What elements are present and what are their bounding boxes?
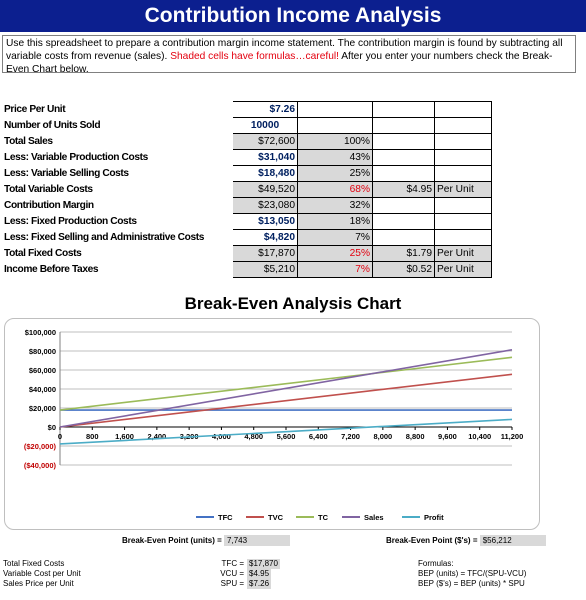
- formula-cell: $5,210: [233, 262, 298, 278]
- pct-cell: 100%: [298, 134, 373, 150]
- unit-label-cell: [435, 134, 492, 150]
- row-label: Income Before Taxes: [4, 264, 99, 275]
- row-label: Less: Variable Selling Costs: [4, 168, 129, 179]
- pct-cell: [298, 102, 373, 118]
- footer-values: [247, 559, 280, 589]
- footer-code: SPU =: [220, 579, 244, 588]
- chart-title: Break-Even Analysis Chart: [184, 294, 402, 313]
- y-tick-label: $100,000: [24, 328, 56, 337]
- bep-dollars-value: $56,212: [480, 535, 546, 546]
- unit-cell: $1.79: [373, 246, 435, 262]
- row-label: Total Variable Costs: [4, 184, 93, 195]
- x-tick-label: 2,400: [147, 432, 167, 441]
- row-contribution-margin: [2, 198, 492, 214]
- pct-cell: 7%: [298, 230, 373, 246]
- unit-label-cell: [435, 150, 492, 166]
- description-box: [2, 35, 576, 73]
- x-tick-label: 10,400: [468, 432, 492, 441]
- footer-value: $4.95: [249, 569, 270, 578]
- pct-cell: 25%: [298, 166, 373, 182]
- unit-cell: [373, 166, 435, 182]
- unit-cell: [373, 230, 435, 246]
- unit-label-cell: Per Unit: [435, 262, 492, 278]
- break-even-chart: [0, 318, 586, 530]
- x-tick-label: 11,200: [500, 432, 524, 441]
- unit-label-cell: Per Unit: [435, 246, 492, 262]
- row-var-selling: [2, 166, 492, 182]
- unit-cell: $0.52: [373, 262, 435, 278]
- price-input-cell[interactable]: $7.26: [233, 102, 298, 118]
- y-tick-label: ($40,000): [23, 461, 56, 470]
- x-tick-label: 8,000: [373, 432, 393, 441]
- unit-cell: [373, 102, 435, 118]
- unit-cell: [373, 214, 435, 230]
- row-label: Contribution Margin: [4, 200, 94, 211]
- unit-label-cell: [435, 102, 492, 118]
- x-tick-label: 5,600: [276, 432, 296, 441]
- footer-code: VCU =: [220, 569, 244, 578]
- row-label: Less: Variable Production Costs: [4, 152, 148, 163]
- pct-cell: 25%: [298, 246, 373, 262]
- y-tick-label: $80,000: [28, 347, 56, 356]
- unit-cell: [373, 198, 435, 214]
- bep-units-value: 7,743: [224, 535, 290, 546]
- formula-line: BEP ($'s) = BEP (units) * SPU: [418, 579, 525, 588]
- row-label: Total Fixed Costs: [4, 248, 82, 259]
- formula-cell: $49,520: [233, 182, 298, 198]
- bep-units-label: Break-Even Point (units) =: [122, 536, 222, 545]
- row-fixed-production: [2, 214, 492, 230]
- unit-cell: $4.95: [373, 182, 435, 198]
- legend-label-tc: TC: [318, 513, 328, 522]
- description-text: Use this spreadsheet to prepare a contribution margin income statement. The contribution margin is found by subtracting all variable costs from revenue (sales).: [6, 38, 563, 62]
- unit-label-cell: [435, 230, 492, 246]
- row-label: Number of Units Sold: [4, 120, 101, 131]
- warning-text: Shaded cells have formulas…careful!: [170, 51, 339, 62]
- series-line-tvc: [60, 374, 512, 427]
- footer-value: $7.26: [249, 579, 270, 588]
- footer-value: $17,870: [249, 559, 278, 568]
- fixed-selling-input-cell[interactable]: $4,820: [233, 230, 298, 246]
- x-tick-label: 9,600: [438, 432, 457, 441]
- formula-cell: $72,600: [233, 134, 298, 150]
- footer-codes: [200, 559, 244, 589]
- formula-line: BEP (units) = TFC/(SPU-VCU): [418, 569, 527, 578]
- row-label: Less: Fixed Production Costs: [4, 216, 137, 227]
- x-tick-label: 0: [57, 432, 63, 441]
- footer-label: Variable Cost per Unit: [3, 569, 81, 578]
- series-line-tc: [60, 357, 512, 410]
- bep-dollars: [386, 535, 546, 546]
- pct-cell: 68%: [298, 182, 373, 198]
- footer-label: Total Fixed Costs: [3, 559, 65, 568]
- x-tick-label: 3,200: [179, 432, 199, 441]
- x-tick-label: 6,400: [308, 432, 328, 441]
- bep-units: [122, 535, 290, 546]
- formulas-title: Formulas:: [418, 559, 454, 568]
- row-price-per-unit: [2, 102, 492, 118]
- formula-cell: $17,870: [233, 246, 298, 262]
- description-text-2: After you enter your numbers check the Break-Even Chart below.: [6, 51, 553, 75]
- pct-cell: 7%: [298, 262, 373, 278]
- pct-cell: [298, 118, 373, 134]
- unit-label-cell: [435, 214, 492, 230]
- y-tick-label: ($20,000): [23, 442, 56, 451]
- row-label: Less: Fixed Selling and Administrative Costs: [4, 232, 204, 243]
- series-line-sales: [60, 350, 512, 427]
- row-label: Price Per Unit: [4, 104, 66, 115]
- row-fixed-selling-admin: [2, 230, 492, 246]
- row-total-sales: [2, 134, 492, 150]
- footer-formulas: [418, 559, 526, 589]
- x-tick-label: 4,800: [244, 432, 264, 441]
- x-tick-label: 4,000: [212, 432, 231, 441]
- fixed-production-input-cell[interactable]: $13,050: [233, 214, 298, 230]
- row-income-before-taxes: [2, 262, 492, 278]
- unit-cell: [373, 134, 435, 150]
- row-var-production: [2, 150, 492, 166]
- formula-cell: $23,080: [233, 198, 298, 214]
- pct-cell: 43%: [298, 150, 373, 166]
- footer-label: Sales Price per Unit: [3, 579, 74, 588]
- row-total-variable: [2, 182, 492, 198]
- x-tick-label: 7,200: [341, 432, 360, 441]
- y-tick-label: $40,000: [28, 385, 56, 394]
- legend-label-tvc: TVC: [268, 513, 283, 522]
- pct-cell: 32%: [298, 198, 373, 214]
- footer-code: TFC =: [221, 559, 244, 568]
- unit-label-cell: [435, 166, 492, 182]
- legend-label-sales: Sales: [364, 513, 384, 522]
- unit-label-cell: [435, 198, 492, 214]
- unit-label-cell: Per Unit: [435, 182, 492, 198]
- unit-cell: [373, 150, 435, 166]
- unit-cell: [373, 118, 435, 134]
- row-units-sold: [2, 118, 492, 134]
- bep-dollars-label: Break-Even Point ($'s) =: [386, 536, 478, 545]
- page-title: Contribution Income Analysis: [0, 0, 586, 32]
- footer-labels: [3, 559, 81, 589]
- units-input-cell[interactable]: 10000: [233, 118, 298, 134]
- unit-label-cell: [435, 118, 492, 134]
- y-tick-label: $20,000: [28, 404, 56, 413]
- legend-label-profit: Profit: [424, 513, 444, 522]
- row-total-fixed: [2, 246, 492, 262]
- var-production-input-cell[interactable]: $31,040: [233, 150, 298, 166]
- row-label: Total Sales: [4, 136, 53, 147]
- x-tick-label: 8,800: [405, 432, 425, 441]
- income-statement-table: [1, 101, 492, 278]
- y-tick-label: $60,000: [28, 366, 56, 375]
- legend-label-tfc: TFC: [218, 513, 233, 522]
- pct-cell: 18%: [298, 214, 373, 230]
- var-selling-input-cell[interactable]: $18,480: [233, 166, 298, 182]
- x-tick-label: 800: [86, 432, 99, 441]
- x-tick-label: 1,600: [115, 432, 134, 441]
- y-tick-label: $0: [47, 423, 56, 432]
